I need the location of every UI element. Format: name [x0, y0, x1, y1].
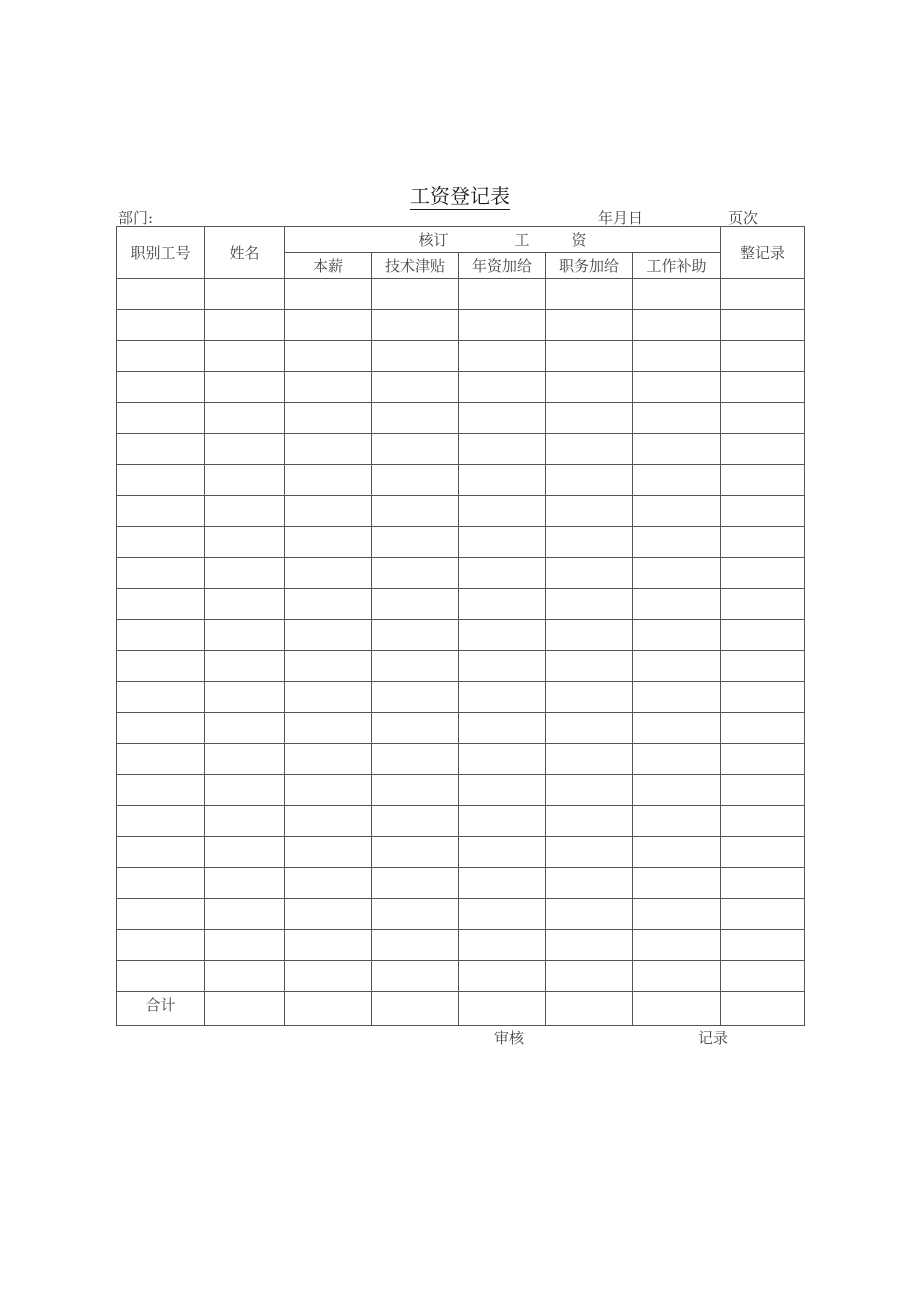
total-label: 合计 [117, 992, 205, 1026]
table-cell[interactable] [633, 279, 721, 310]
table-cell[interactable] [546, 465, 633, 496]
table-cell[interactable] [205, 465, 285, 496]
table-cell[interactable] [372, 527, 459, 558]
table-cell[interactable] [633, 527, 721, 558]
table-cell[interactable] [546, 620, 633, 651]
table-cell[interactable] [372, 434, 459, 465]
table-cell[interactable] [205, 775, 285, 806]
table-cell[interactable] [285, 682, 372, 713]
table-cell[interactable] [721, 806, 805, 837]
table-cell[interactable] [633, 775, 721, 806]
table-cell[interactable] [459, 837, 546, 868]
table-cell[interactable] [372, 558, 459, 589]
table-cell[interactable] [459, 651, 546, 682]
header-adjustment-record: 整记录 [721, 227, 805, 279]
table-cell[interactable] [633, 310, 721, 341]
department-label: 部门: [118, 209, 154, 227]
table-row [117, 372, 805, 403]
table-cell[interactable] [285, 372, 372, 403]
table-cell[interactable] [117, 899, 205, 930]
table-cell[interactable] [546, 589, 633, 620]
table-cell[interactable] [117, 620, 205, 651]
table-cell[interactable] [546, 651, 633, 682]
table-cell[interactable] [285, 837, 372, 868]
header-tech-allowance: 技术津贴 [372, 253, 459, 279]
table-cell[interactable] [633, 744, 721, 775]
table-cell[interactable] [117, 868, 205, 899]
table-cell[interactable] [546, 837, 633, 868]
table-cell[interactable] [117, 837, 205, 868]
table-row [117, 465, 805, 496]
table-cell[interactable] [372, 372, 459, 403]
table-cell[interactable] [633, 651, 721, 682]
table-cell[interactable] [285, 930, 372, 961]
table-cell[interactable] [372, 713, 459, 744]
table-cell[interactable] [372, 682, 459, 713]
table-cell[interactable] [285, 992, 372, 1026]
table-cell[interactable] [633, 806, 721, 837]
table-cell[interactable] [459, 713, 546, 744]
table-cell[interactable] [459, 682, 546, 713]
table-cell[interactable] [117, 341, 205, 372]
table-cell[interactable] [117, 682, 205, 713]
table-cell[interactable] [205, 713, 285, 744]
table-cell[interactable] [721, 744, 805, 775]
table-cell[interactable] [721, 341, 805, 372]
header-row-top [117, 227, 805, 253]
table-cell[interactable] [205, 930, 285, 961]
header-approved-salary-group [285, 227, 721, 253]
table-cell[interactable] [721, 620, 805, 651]
table-cell[interactable] [459, 806, 546, 837]
table-cell[interactable] [633, 868, 721, 899]
table-cell[interactable] [117, 434, 205, 465]
table-cell[interactable] [117, 744, 205, 775]
table-cell[interactable] [372, 310, 459, 341]
table-cell[interactable] [459, 868, 546, 899]
page-number-label: 页次 [728, 209, 759, 227]
table-cell[interactable] [633, 899, 721, 930]
table-cell[interactable] [633, 403, 721, 434]
table-cell[interactable] [372, 496, 459, 527]
table-row [117, 527, 805, 558]
table-row [117, 930, 805, 961]
table-cell[interactable] [205, 837, 285, 868]
table-cell[interactable] [285, 868, 372, 899]
table-cell[interactable] [633, 589, 721, 620]
table-row [117, 806, 805, 837]
table-cell[interactable] [546, 992, 633, 1026]
table-cell[interactable] [721, 868, 805, 899]
header-position-bonus: 职务加给 [546, 253, 633, 279]
table-cell[interactable] [372, 930, 459, 961]
header-group-part1: 核订 [418, 231, 449, 249]
header-name: 姓名 [205, 227, 285, 279]
table-cell[interactable] [372, 279, 459, 310]
table-cell[interactable] [285, 434, 372, 465]
table-cell[interactable] [459, 930, 546, 961]
table-cell[interactable] [205, 744, 285, 775]
table-cell[interactable] [205, 992, 285, 1026]
header-base-pay: 本薪 [285, 253, 372, 279]
table-cell[interactable] [546, 744, 633, 775]
table-cell[interactable] [546, 868, 633, 899]
table-cell[interactable] [205, 341, 285, 372]
table-cell[interactable] [117, 279, 205, 310]
table-cell[interactable] [459, 899, 546, 930]
table-cell[interactable] [285, 651, 372, 682]
table-cell[interactable] [285, 713, 372, 744]
table-cell[interactable] [372, 620, 459, 651]
table-cell[interactable] [117, 930, 205, 961]
table-cell[interactable] [205, 589, 285, 620]
table-cell[interactable] [546, 372, 633, 403]
table-cell[interactable] [546, 496, 633, 527]
table-cell[interactable] [633, 372, 721, 403]
table-cell[interactable] [633, 837, 721, 868]
table-cell[interactable] [285, 403, 372, 434]
table-cell[interactable] [205, 310, 285, 341]
table-cell[interactable] [372, 961, 459, 992]
table-cell[interactable] [205, 806, 285, 837]
page-title-text: 工资登记表 [410, 184, 510, 208]
table-row [117, 868, 805, 899]
table-cell[interactable] [205, 961, 285, 992]
total-row [117, 992, 805, 1026]
header-seniority-bonus: 年资加给 [459, 253, 546, 279]
table-cell[interactable] [721, 713, 805, 744]
table-cell[interactable] [633, 496, 721, 527]
table-cell[interactable] [205, 620, 285, 651]
table-cell[interactable] [459, 620, 546, 651]
table-cell[interactable] [546, 775, 633, 806]
table-row [117, 589, 805, 620]
table-cell[interactable] [633, 434, 721, 465]
header-group-part3: 资 [571, 231, 587, 249]
table-cell[interactable] [117, 651, 205, 682]
table-cell[interactable] [372, 744, 459, 775]
table-cell[interactable] [721, 930, 805, 961]
table-cell[interactable] [117, 527, 205, 558]
table-cell[interactable] [546, 403, 633, 434]
table-row [117, 403, 805, 434]
table-cell[interactable] [633, 558, 721, 589]
table-row [117, 496, 805, 527]
table-cell[interactable] [459, 372, 546, 403]
table-cell[interactable] [285, 341, 372, 372]
table-row [117, 899, 805, 930]
table-cell[interactable] [721, 434, 805, 465]
table-cell[interactable] [633, 620, 721, 651]
table-cell[interactable] [721, 651, 805, 682]
table-cell[interactable] [721, 496, 805, 527]
table-cell[interactable] [372, 837, 459, 868]
table-cell[interactable] [372, 403, 459, 434]
table-cell[interactable] [205, 527, 285, 558]
table-cell[interactable] [459, 961, 546, 992]
table-cell[interactable] [633, 961, 721, 992]
table-cell[interactable] [721, 837, 805, 868]
table-cell[interactable] [205, 496, 285, 527]
table-cell[interactable] [285, 558, 372, 589]
table-row [117, 434, 805, 465]
table-cell[interactable] [117, 465, 205, 496]
date-label: 年月日 [598, 209, 644, 227]
table-cell[interactable] [459, 775, 546, 806]
table-cell[interactable] [546, 713, 633, 744]
table-cell[interactable] [459, 310, 546, 341]
table-cell[interactable] [205, 868, 285, 899]
table-cell[interactable] [285, 589, 372, 620]
table-cell[interactable] [117, 310, 205, 341]
record-label: 记录 [698, 1029, 729, 1047]
table-cell[interactable] [633, 465, 721, 496]
table-cell[interactable] [117, 713, 205, 744]
table-cell[interactable] [117, 589, 205, 620]
table-cell[interactable] [459, 496, 546, 527]
header-work-subsidy: 工作补助 [633, 253, 721, 279]
table-cell[interactable] [205, 279, 285, 310]
table-row [117, 620, 805, 651]
table-cell[interactable] [117, 775, 205, 806]
table-cell[interactable] [721, 558, 805, 589]
table-cell[interactable] [205, 682, 285, 713]
table-cell[interactable] [285, 620, 372, 651]
table-cell[interactable] [459, 589, 546, 620]
table-cell[interactable] [205, 651, 285, 682]
header-job-id: 职别工号 [117, 227, 205, 279]
table-cell[interactable] [285, 310, 372, 341]
table-cell[interactable] [459, 558, 546, 589]
table-cell[interactable] [205, 372, 285, 403]
table-row [117, 775, 805, 806]
table-cell[interactable] [546, 310, 633, 341]
table-cell[interactable] [285, 496, 372, 527]
table-cell[interactable] [285, 465, 372, 496]
page-title [0, 180, 920, 209]
table-cell[interactable] [117, 558, 205, 589]
table-cell[interactable] [633, 992, 721, 1026]
table-row [117, 341, 805, 372]
table-cell[interactable] [721, 279, 805, 310]
table-cell[interactable] [721, 899, 805, 930]
table-row [117, 713, 805, 744]
table-cell[interactable] [205, 434, 285, 465]
table-cell[interactable] [372, 992, 459, 1026]
table-cell[interactable] [721, 775, 805, 806]
table-cell[interactable] [459, 465, 546, 496]
table-cell[interactable] [372, 651, 459, 682]
table-cell[interactable] [721, 682, 805, 713]
table-cell[interactable] [285, 775, 372, 806]
table-row [117, 558, 805, 589]
table-cell[interactable] [721, 403, 805, 434]
table-cell[interactable] [285, 744, 372, 775]
table-cell[interactable] [372, 775, 459, 806]
table-cell[interactable] [285, 279, 372, 310]
table-cell[interactable] [372, 868, 459, 899]
table-row [117, 310, 805, 341]
table-cell[interactable] [546, 434, 633, 465]
table-cell[interactable] [459, 341, 546, 372]
review-label: 审核 [494, 1029, 525, 1047]
table-cell[interactable] [721, 372, 805, 403]
table-cell[interactable] [546, 961, 633, 992]
table-cell[interactable] [372, 465, 459, 496]
table-cell[interactable] [633, 682, 721, 713]
table-cell[interactable] [459, 434, 546, 465]
table-cell[interactable] [546, 558, 633, 589]
table-cell[interactable] [721, 961, 805, 992]
table-row [117, 744, 805, 775]
table-cell[interactable] [117, 372, 205, 403]
table-cell[interactable] [459, 403, 546, 434]
table-row [117, 837, 805, 868]
table-cell[interactable] [546, 527, 633, 558]
table-cell[interactable] [285, 899, 372, 930]
table-cell[interactable] [372, 806, 459, 837]
table-row [117, 651, 805, 682]
table-cell[interactable] [285, 806, 372, 837]
table-cell[interactable] [721, 527, 805, 558]
table-cell[interactable] [721, 310, 805, 341]
table-cell[interactable] [546, 806, 633, 837]
table-cell[interactable] [117, 496, 205, 527]
table-cell[interactable] [721, 589, 805, 620]
table-cell[interactable] [459, 992, 546, 1026]
table-cell[interactable] [546, 682, 633, 713]
table-cell[interactable] [546, 341, 633, 372]
table-row [117, 682, 805, 713]
table-cell[interactable] [205, 403, 285, 434]
table-cell[interactable] [721, 992, 805, 1026]
table-cell[interactable] [372, 341, 459, 372]
table-cell[interactable] [459, 744, 546, 775]
table-cell[interactable] [459, 527, 546, 558]
header-group-part2: 工 [514, 231, 530, 249]
table-cell[interactable] [117, 961, 205, 992]
table-cell[interactable] [721, 465, 805, 496]
table-cell[interactable] [117, 403, 205, 434]
table-cell[interactable] [546, 899, 633, 930]
table-cell[interactable] [633, 930, 721, 961]
table-cell[interactable] [633, 713, 721, 744]
table-cell[interactable] [372, 589, 459, 620]
table-cell[interactable] [285, 527, 372, 558]
table-row [117, 279, 805, 310]
table-cell[interactable] [459, 279, 546, 310]
table-cell[interactable] [117, 806, 205, 837]
table-cell[interactable] [372, 899, 459, 930]
table-cell[interactable] [205, 558, 285, 589]
salary-register-table [116, 226, 805, 1026]
table-cell[interactable] [633, 341, 721, 372]
table-row [117, 961, 805, 992]
table-cell[interactable] [205, 899, 285, 930]
table-cell[interactable] [546, 279, 633, 310]
table-cell[interactable] [546, 930, 633, 961]
table-cell[interactable] [285, 961, 372, 992]
